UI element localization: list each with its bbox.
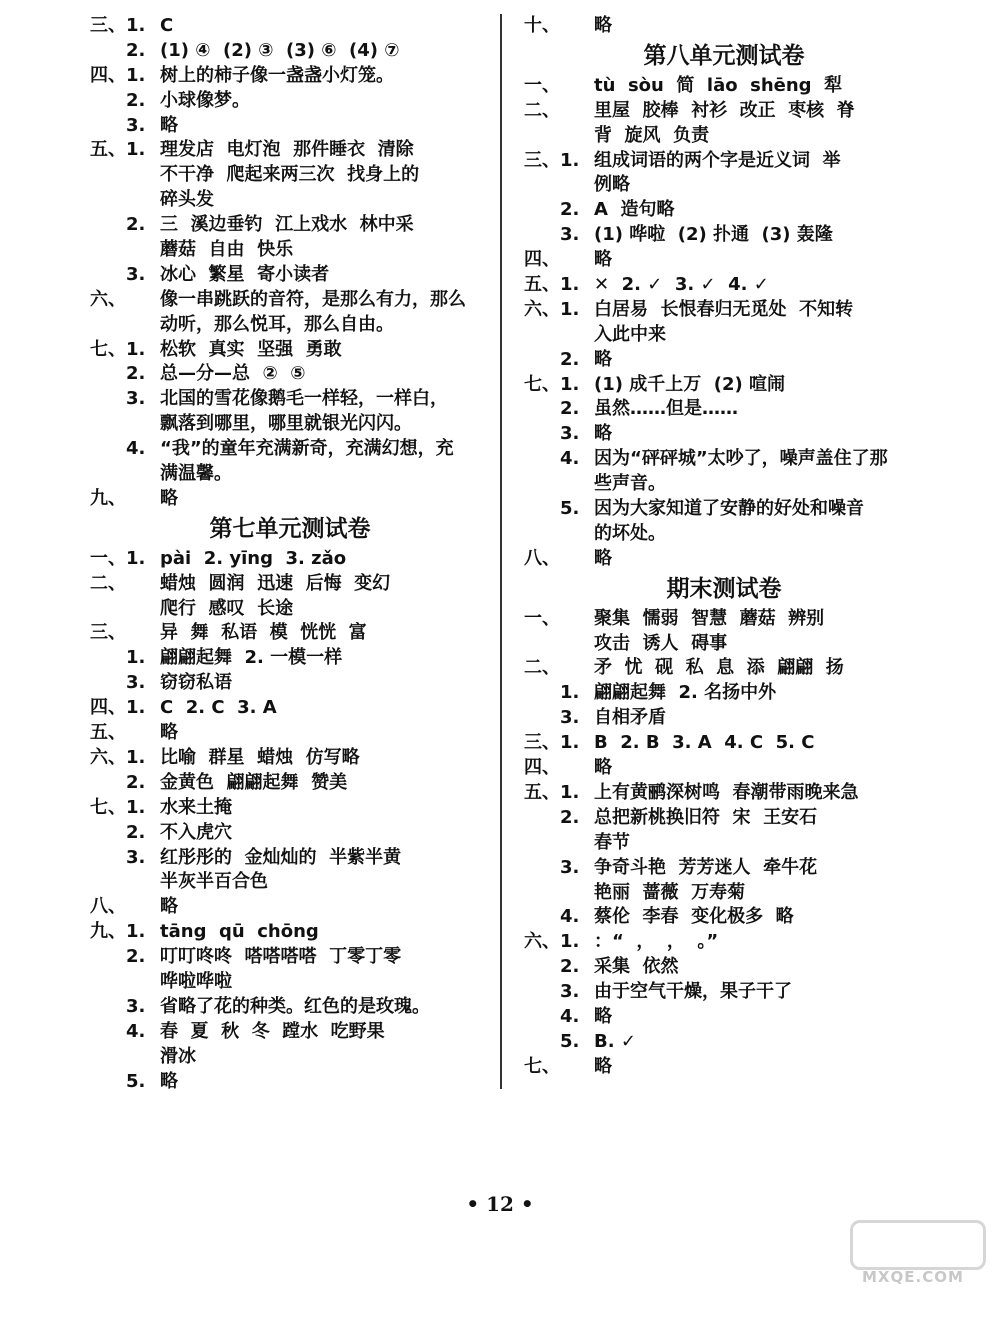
item-number: 2. (126, 363, 146, 385)
answer-text: 由于空气干燥，果子干了 (594, 981, 792, 1003)
answer-text: 总把新桃换旧符 宋 王安石 (594, 806, 818, 828)
answer-text: 翩翩起舞 2. 名扬中外 (594, 682, 777, 704)
answer-text: 春 夏 秋 冬 蹚水 吃野果 (160, 1020, 385, 1042)
item-number: 3. (560, 707, 580, 729)
answer-line (90, 338, 490, 363)
question-marker: 八、 (524, 547, 560, 569)
item-number: 4. (560, 1005, 580, 1027)
answer-line (90, 547, 490, 572)
item-number: 1. (560, 298, 580, 320)
answer-line (90, 771, 490, 796)
answer-text: 上有黄鹂深树鸣 春潮带雨晚来急 (594, 781, 859, 803)
answer-line (90, 39, 490, 64)
answer-text: 叮叮咚咚 嗒嗒嗒嗒 丁零丁零 (160, 946, 402, 968)
item-number: 1. (126, 647, 146, 669)
answer-text: 半灰半百合色 (160, 871, 268, 893)
answer-line (90, 14, 490, 39)
question-marker: 七、 (90, 338, 126, 360)
answer-line (90, 796, 490, 821)
answer-line (524, 930, 924, 955)
answer-line (524, 14, 924, 39)
answer-line (90, 138, 490, 163)
answer-text: 不入虎穴 (160, 821, 232, 843)
answer-line (90, 313, 490, 338)
answer-text: 蜡烛 圆润 迅速 后悔 变幻 (160, 572, 391, 594)
answer-line (90, 1020, 490, 1045)
answer-text: 异 舞 私语 模 恍恍 富 (160, 622, 367, 644)
question-marker: 五、 (524, 781, 560, 803)
item-number: 1. (126, 15, 146, 36)
item-number: 1. (560, 781, 580, 803)
left-answer-column (90, 14, 490, 1094)
question-marker: 六、 (90, 288, 126, 310)
answer-line (90, 846, 490, 871)
answer-text: 因为大家知道了安静的好处和噪音 (594, 498, 864, 520)
item-number: 3. (126, 995, 146, 1017)
answer-text: 例略 (594, 174, 630, 196)
answer-line (524, 149, 924, 174)
answer-line (524, 781, 924, 806)
answer-text: 动听，那么悦耳，那么自由。 (160, 313, 394, 335)
answer-line (524, 447, 924, 472)
answer-text: ✕ 2. ✓ 3. ✓ 4. ✓ (594, 274, 769, 296)
answer-line (524, 632, 924, 657)
question-marker: 三、 (90, 622, 126, 644)
question-marker: 三、 (524, 149, 560, 171)
answer-line (524, 681, 924, 706)
answer-text: (1) ④ (2) ③ (3) ⑥ (4) ⑦ (160, 39, 400, 61)
answer-text: C (160, 15, 174, 36)
column-divider (500, 14, 502, 1089)
answer-line (90, 597, 490, 622)
section-heading (524, 572, 924, 607)
answer-line (524, 99, 924, 124)
answer-line (524, 980, 924, 1005)
question-marker: 六、 (90, 746, 126, 768)
answer-text: 略 (594, 348, 612, 370)
item-number: 1. (126, 921, 146, 943)
item-number: 1. (560, 373, 580, 395)
answer-line (90, 64, 490, 89)
answer-text: 飘落到哪里，哪里就银光闪闪。 (160, 413, 412, 435)
answer-text: 窃窃私语 (160, 672, 232, 694)
answer-text: 像一串跳跃的音符，是那么有力，那么 (160, 288, 466, 310)
answer-text: 滑冰 (160, 1045, 196, 1067)
question-marker: 四、 (90, 697, 126, 719)
answer-line (524, 1005, 924, 1030)
answer-text: 争奇斗艳 芳芳迷人 牵牛花 (594, 856, 818, 878)
answer-text: 略 (594, 249, 612, 271)
answer-text: 略 (160, 114, 178, 136)
answer-text: 爬行 感叹 长途 (160, 597, 294, 619)
question-marker: 一、 (90, 547, 126, 569)
answer-text: 里屋 胶棒 衬衫 改正 枣核 脊 (594, 99, 855, 121)
question-marker: 六、 (524, 931, 560, 953)
answer-text: 树上的柿子像一盏盏小灯笼。 (160, 64, 394, 86)
answer-line (524, 223, 924, 248)
question-marker: 二、 (90, 572, 126, 594)
answer-line (524, 323, 924, 348)
answer-text: 哗啦哗啦 (160, 970, 232, 992)
question-marker: 二、 (524, 657, 560, 679)
answer-text: 组成词语的两个字是近义词 举 (594, 149, 841, 171)
answer-line (90, 646, 490, 671)
answer-line (524, 831, 924, 856)
page-number: • 12 • (466, 1192, 534, 1216)
answer-text: “我”的童年充满新奇，充满幻想，充 (160, 438, 454, 460)
answer-line (90, 621, 490, 646)
answer-line (90, 387, 490, 412)
question-marker: 七、 (90, 796, 126, 818)
answer-line (90, 487, 490, 512)
item-number: 3. (126, 672, 146, 694)
item-number: 5. (560, 498, 580, 520)
item-number: 1. (126, 697, 146, 719)
item-number: 1. (560, 732, 580, 754)
answer-line (90, 288, 490, 313)
answer-line (524, 348, 924, 373)
answer-line (90, 721, 490, 746)
item-number: 3. (560, 856, 580, 878)
answer-text: pài 2. yīng 3. zǎo (160, 547, 347, 569)
item-number: 1. (126, 746, 146, 768)
answer-line (524, 656, 924, 681)
answer-text: 的坏处。 (594, 522, 666, 544)
question-marker: 五、 (90, 722, 126, 744)
answer-text: 自相矛盾 (594, 707, 666, 729)
answer-text: 白居易 长恨春归无觅处 不知转 (594, 298, 854, 320)
answer-line (90, 696, 490, 721)
question-marker: 七、 (524, 373, 560, 395)
question-marker: 四、 (524, 249, 560, 271)
answer-text: tù sòu 简 lāo shēng 犁 (594, 74, 843, 96)
answer-line (90, 920, 490, 945)
question-marker: 三、 (524, 732, 560, 754)
answer-text: 略 (594, 15, 612, 36)
answer-line (90, 238, 490, 263)
answer-text: 满温馨。 (160, 463, 232, 485)
answer-text: 略 (594, 1005, 612, 1027)
item-number: 2. (560, 199, 580, 221)
question-marker: 四、 (524, 757, 560, 779)
item-number: 4. (560, 448, 580, 470)
item-number: 4. (560, 906, 580, 928)
answer-line (524, 706, 924, 731)
section-heading (90, 512, 490, 547)
answer-text: 略 (160, 1070, 178, 1092)
answer-text: 略 (160, 896, 178, 918)
answer-line (524, 856, 924, 881)
answer-line (524, 198, 924, 223)
answer-text: 不干净 爬起来两三次 找身上的 (160, 164, 420, 186)
question-marker: 七、 (524, 1055, 560, 1077)
answer-line (524, 74, 924, 99)
answer-line (90, 1070, 490, 1095)
section-heading-text: 第八单元测试卷 (643, 42, 805, 69)
answer-text: 虽然……但是…… (594, 398, 738, 420)
section-heading-text: 期末测试卷 (666, 575, 782, 602)
question-marker: 一、 (524, 74, 560, 96)
answer-line (90, 572, 490, 597)
item-number: 2. (560, 398, 580, 420)
question-marker: 二、 (524, 99, 560, 121)
answer-text: 艳丽 蔷薇 万寿菊 (594, 881, 746, 903)
answer-line (524, 124, 924, 149)
watermark-text: MXQE.COM (862, 1268, 964, 1286)
answer-text: 金黄色 翩翩起舞 赞美 (160, 771, 348, 793)
answer-text: 略 (594, 423, 612, 445)
answer-text: 矛 忧 砚 私 息 添 翩翩 扬 (594, 657, 844, 679)
answer-text: ：“ ， ， 。” (594, 931, 719, 953)
answer-text: 蘑菇 自由 快乐 (160, 239, 294, 261)
answer-line (90, 671, 490, 696)
answer-text: 松软 真实 坚强 勇敢 (160, 338, 342, 360)
question-marker: 五、 (90, 139, 126, 161)
item-number: 4. (126, 1020, 146, 1042)
item-number: 3. (126, 388, 146, 410)
answer-line (90, 945, 490, 970)
answer-line (524, 298, 924, 323)
answer-text: 翩翩起舞 2. 一模一样 (160, 647, 343, 669)
answer-line (524, 806, 924, 831)
answer-line (90, 213, 490, 238)
answer-line (524, 731, 924, 756)
item-number: 2. (126, 89, 146, 111)
answer-text: B 2. B 3. A 4. C 5. C (594, 732, 815, 754)
question-marker: 三、 (90, 15, 126, 36)
answer-line (90, 746, 490, 771)
answer-text: B. ✓ (594, 1030, 636, 1052)
answer-line (90, 437, 490, 462)
item-number: 3. (126, 114, 146, 136)
item-number: 2. (560, 348, 580, 370)
answer-line (90, 821, 490, 846)
answer-line (524, 273, 924, 298)
answer-line (90, 1045, 490, 1070)
answer-line (524, 472, 924, 497)
answer-line (90, 895, 490, 920)
item-number: 4. (126, 438, 146, 460)
answer-line (90, 970, 490, 995)
answer-line (90, 89, 490, 114)
answer-line (524, 522, 924, 547)
answer-text: 比喻 群星 蜡烛 仿写略 (160, 746, 360, 768)
question-marker: 一、 (524, 607, 560, 629)
section-heading-text: 第七单元测试卷 (209, 515, 371, 542)
answer-text: 省略了花的种类。红色的是玫瑰。 (160, 995, 430, 1017)
item-number: 5. (126, 1070, 146, 1092)
answer-text: C 2. C 3. A (160, 697, 277, 719)
answer-text: 蔡伦 李春 变化极多 略 (594, 906, 794, 928)
answer-text: 北国的雪花像鹅毛一样轻，一样白， (160, 388, 448, 410)
answer-line (90, 362, 490, 387)
answer-text: 冰心 繁星 寄小读者 (160, 263, 330, 285)
watermark-logo (850, 1220, 986, 1270)
answer-text: 略 (594, 757, 612, 779)
answer-line (90, 263, 490, 288)
question-marker: 五、 (524, 274, 560, 296)
item-number: 1. (126, 796, 146, 818)
question-marker: 六、 (524, 298, 560, 320)
answer-text: 略 (160, 722, 178, 744)
answer-line (524, 607, 924, 632)
question-marker: 十、 (524, 15, 560, 36)
item-number: 3. (560, 224, 580, 246)
answer-line (90, 870, 490, 895)
answer-text: 些声音。 (594, 473, 666, 495)
item-number: 1. (126, 338, 146, 360)
right-answer-column (524, 14, 924, 1080)
answer-line (524, 397, 924, 422)
question-marker: 九、 (90, 921, 126, 943)
item-number: 1. (126, 547, 146, 569)
item-number: 3. (126, 263, 146, 285)
answer-text: 三 溪边垂钓 江上戏水 林中采 (160, 214, 414, 236)
question-marker: 八、 (90, 896, 126, 918)
answer-text: 略 (594, 547, 612, 569)
answer-line (524, 173, 924, 198)
answer-line (524, 248, 924, 273)
answer-text: 碎头发 (160, 189, 214, 211)
answer-line (524, 905, 924, 930)
answer-text: 背 旋风 负责 (594, 124, 710, 146)
item-number: 2. (126, 771, 146, 793)
item-number: 1. (126, 64, 146, 86)
answer-text: 春节 (594, 831, 630, 853)
answer-line (524, 373, 924, 398)
answer-line (90, 188, 490, 213)
answer-text: 略 (160, 487, 178, 509)
question-marker: 四、 (90, 64, 126, 86)
item-number: 1. (126, 139, 146, 161)
item-number: 5. (560, 1030, 580, 1052)
answer-line (524, 547, 924, 572)
answer-text: 入此中来 (594, 323, 666, 345)
item-number: 1. (560, 931, 580, 953)
item-number: 3. (560, 981, 580, 1003)
answer-text: 略 (594, 1055, 612, 1077)
item-number: 2. (126, 821, 146, 843)
answer-text: A 造句略 (594, 199, 675, 221)
answer-text: 因为“砰砰城”太吵了，噪声盖住了那 (594, 448, 888, 470)
answer-line (524, 1030, 924, 1055)
answer-line (524, 955, 924, 980)
item-number: 2. (560, 806, 580, 828)
answer-line (524, 422, 924, 447)
item-number: 3. (126, 846, 146, 868)
answer-text: (1) 哗啦 (2) 扑通 (3) 轰隆 (594, 224, 833, 246)
item-number: 3. (560, 423, 580, 445)
item-number: 1. (560, 149, 580, 171)
answer-text: 水来土掩 (160, 796, 232, 818)
answer-text: 攻击 诱人 碍事 (594, 632, 728, 654)
answer-line (90, 114, 490, 139)
answer-line (90, 412, 490, 437)
item-number: 1. (560, 274, 580, 296)
answer-line (90, 995, 490, 1020)
item-number: 2. (126, 39, 146, 61)
answer-line (524, 881, 924, 906)
answer-text: (1) 成千上万 (2) 喧闹 (594, 373, 786, 395)
answer-text: tāng qū chōng (160, 921, 319, 943)
question-marker: 九、 (90, 487, 126, 509)
answer-line (90, 462, 490, 487)
answer-line (90, 163, 490, 188)
section-heading (524, 39, 924, 74)
answer-text: 小球像梦。 (160, 89, 250, 111)
item-number: 2. (126, 946, 146, 968)
answer-text: 采集 依然 (594, 956, 679, 978)
answer-line (524, 497, 924, 522)
answer-line (524, 756, 924, 781)
item-number: 2. (126, 214, 146, 236)
answer-text: 理发店 电灯泡 那件睡衣 清除 (160, 139, 414, 161)
answer-text: 聚集 懦弱 智慧 蘑菇 辨别 (594, 607, 825, 629)
item-number: 1. (560, 682, 580, 704)
answer-line (524, 1055, 924, 1080)
item-number: 2. (560, 956, 580, 978)
answer-text: 红彤彤的 金灿灿的 半紫半黄 (160, 846, 402, 868)
answer-text: 总—分—总 ② ⑤ (160, 363, 306, 385)
